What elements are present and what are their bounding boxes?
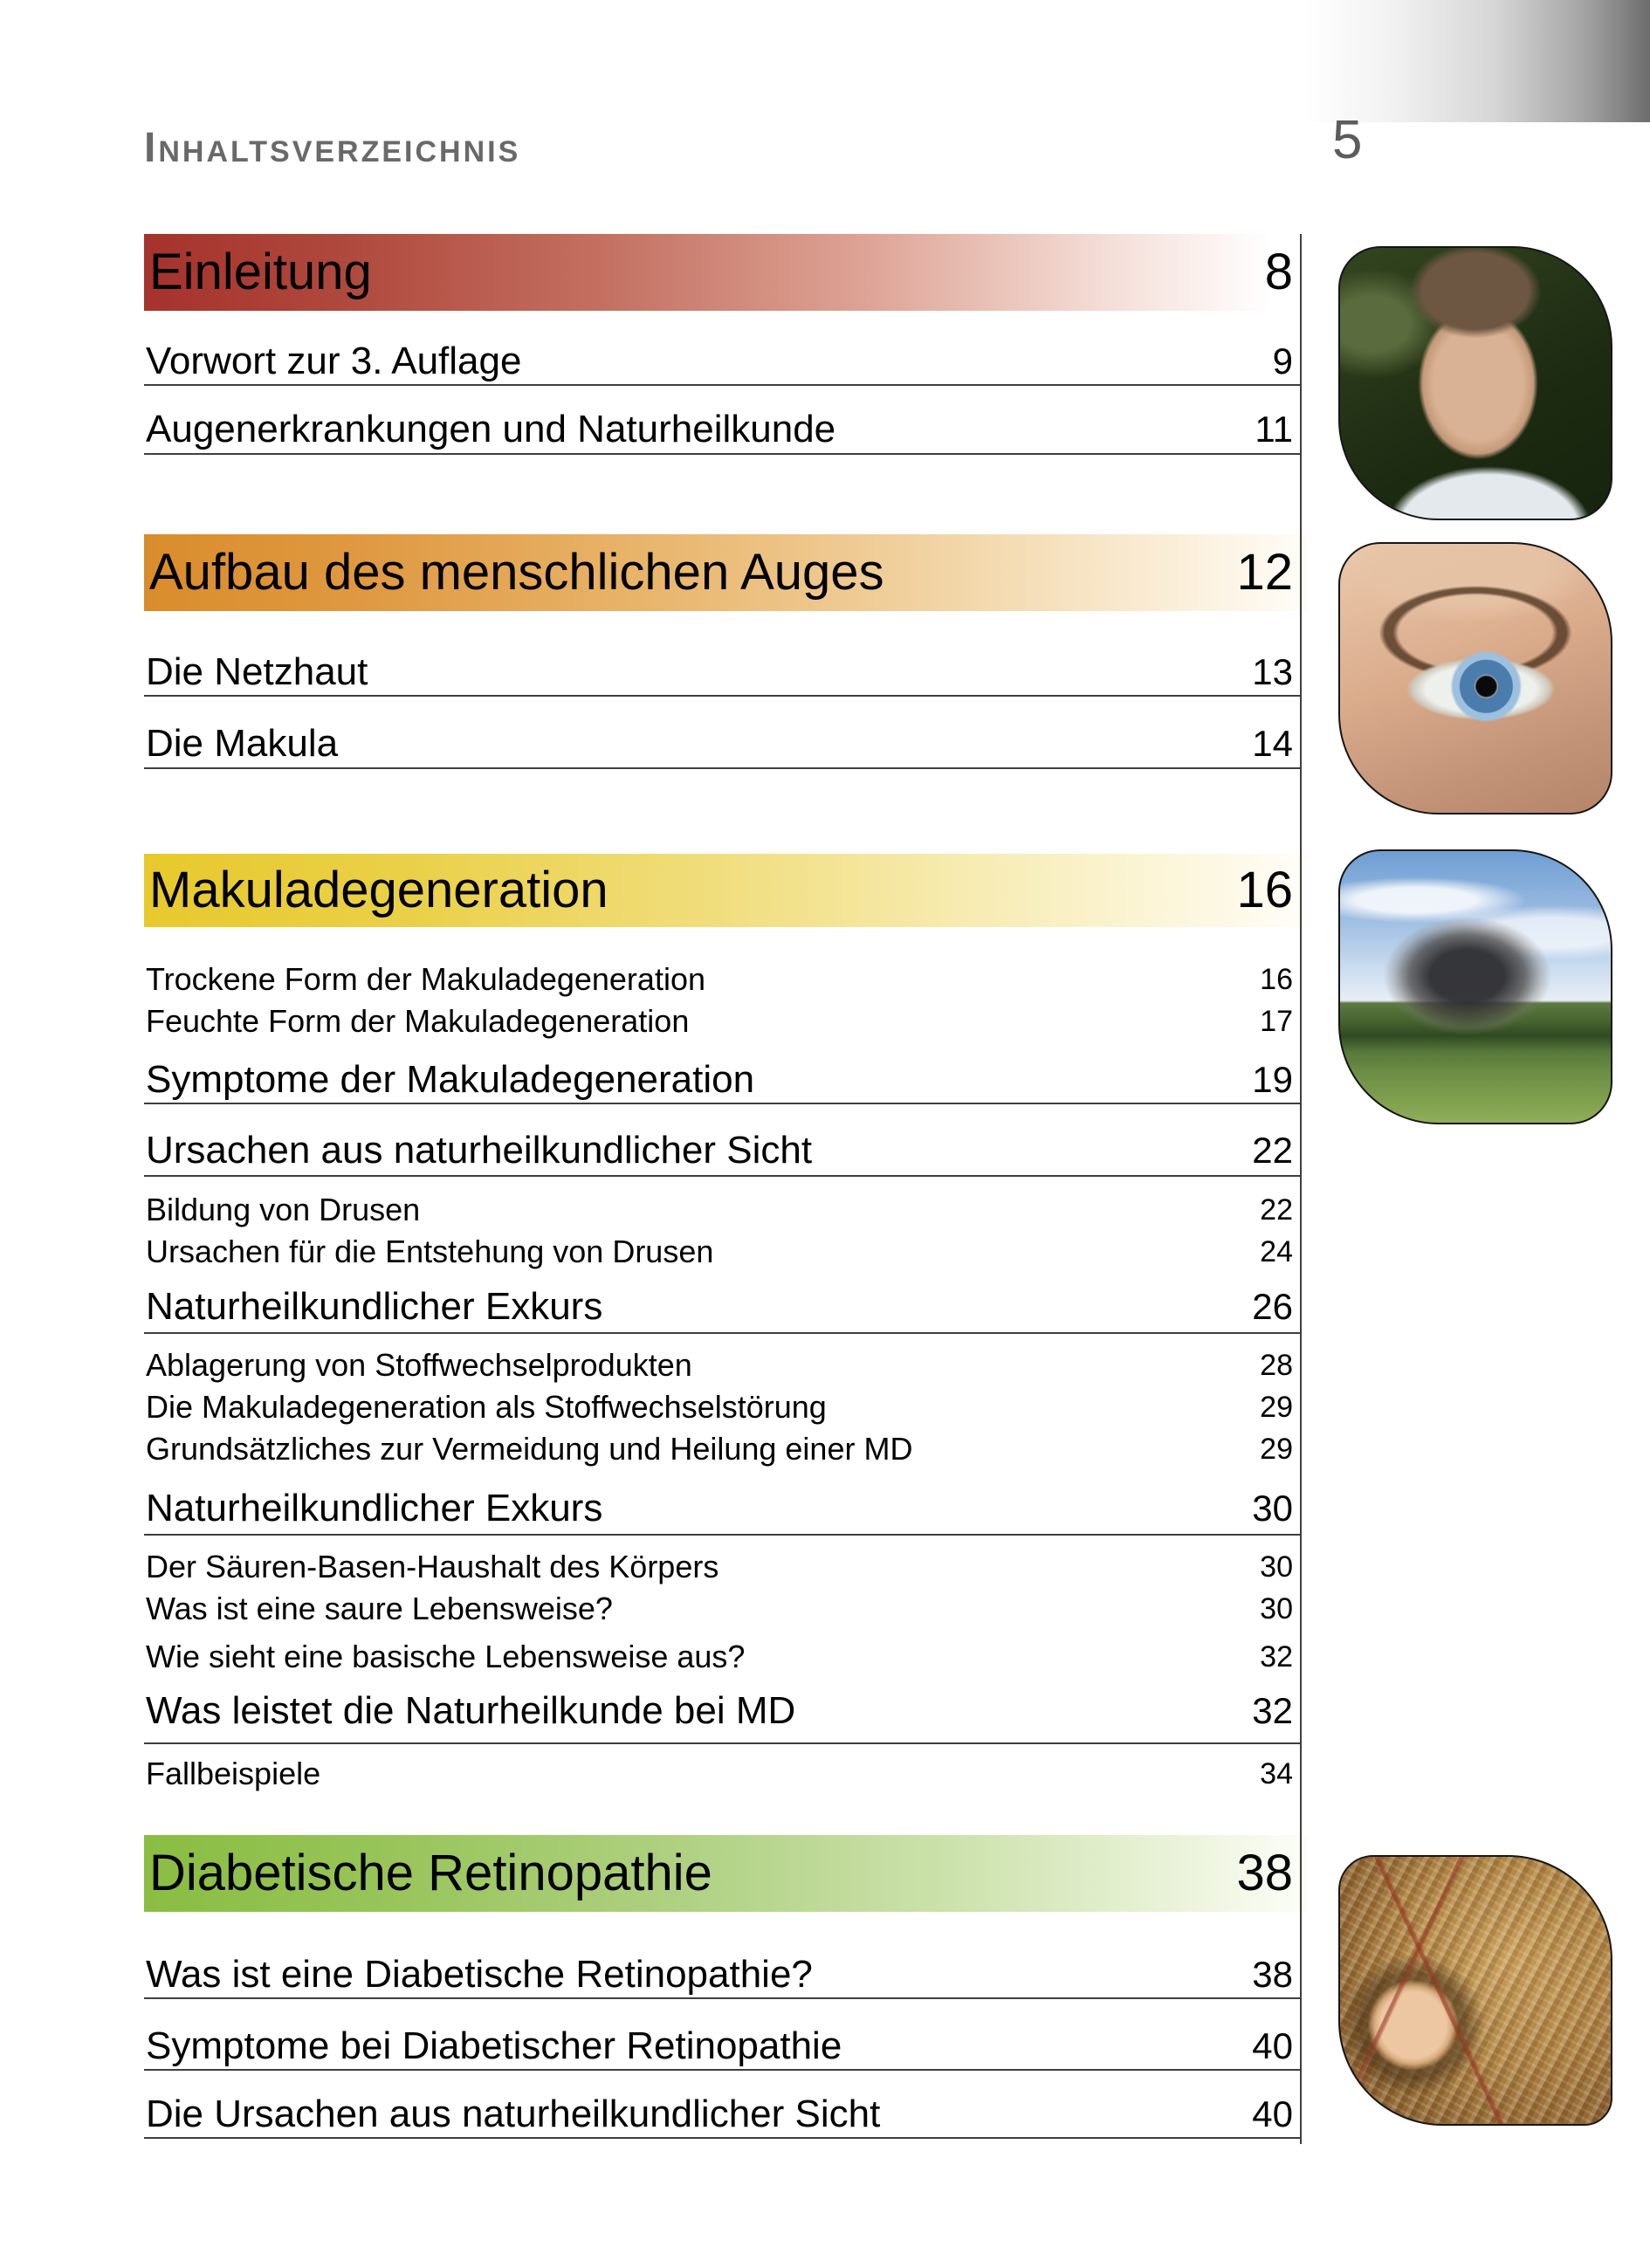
- toc-entry: [144, 1130, 1307, 1172]
- vertical-separator-line: [1300, 234, 1302, 2144]
- toc-entry-label: Symptome der Makuladegeneration: [146, 1058, 755, 1101]
- toc-entry: [144, 962, 1307, 997]
- toc-entry-label: Die Makula: [146, 722, 339, 765]
- rule-divider: [144, 1997, 1301, 1999]
- toc-entry-page: 32: [1260, 1640, 1293, 1674]
- toc-entry-page: 29: [1260, 1391, 1293, 1424]
- toc-entry: [144, 1550, 1307, 1584]
- rule-divider: [144, 1332, 1301, 1334]
- toc-entry: [144, 1591, 1307, 1626]
- toc-entry-page: 26: [1252, 1286, 1293, 1327]
- toc-entry-label: Wie sieht eine basische Lebensweise aus?: [146, 1639, 746, 1674]
- toc-entry: [144, 1234, 1307, 1269]
- section-title: Aufbau des menschlichen Auges: [149, 544, 884, 601]
- photo-author-portrait: [1338, 246, 1612, 520]
- section-bar-makuladegeneration: [144, 854, 1307, 927]
- toc-entry: [144, 1756, 1307, 1791]
- photo-landscape-scotoma: [1338, 849, 1612, 1124]
- rule-divider: [144, 1742, 1301, 1744]
- section-bar-aufbau-des-menschlichen-auges: [144, 534, 1307, 611]
- toc-entry: [144, 1059, 1307, 1101]
- toc-entry: [144, 2093, 1307, 2135]
- toc-entry-label: Vorwort zur 3. Auflage: [146, 340, 522, 382]
- rule-divider: [144, 1103, 1301, 1104]
- rule-divider: [144, 695, 1301, 697]
- toc-entry-page: 34: [1260, 1757, 1293, 1790]
- toc-entry-label: Ursachen aus naturheilkundlicher Sicht: [146, 1129, 813, 1172]
- toc-entry-label: Grundsätzliches zur Vermeidung und Heilung einer MD: [146, 1431, 913, 1467]
- section-page-number: 16: [1236, 862, 1293, 918]
- corner-gradient-bar: [1303, 0, 1650, 122]
- rule-divider: [144, 767, 1301, 769]
- section-bar-einleitung: [144, 234, 1307, 311]
- page-title: Inhaltsverzeichnis: [144, 125, 521, 171]
- toc-entry-page: 17: [1260, 1005, 1293, 1038]
- rule-divider: [144, 1175, 1301, 1177]
- toc-entry-page: 40: [1252, 2025, 1293, 2066]
- toc-entry-page: 29: [1260, 1433, 1293, 1466]
- toc-entry-label: Ursachen für die Entstehung von Drusen: [146, 1234, 714, 1269]
- toc-entry: [144, 1432, 1307, 1467]
- toc-entry: [144, 1004, 1307, 1039]
- toc-entry: [144, 1390, 1307, 1425]
- section-bar-diabetische-retinopathie: [144, 1835, 1307, 1912]
- rule-divider: [144, 2069, 1301, 2071]
- section-title: Einleitung: [149, 244, 372, 300]
- toc-entry-label: Symptome bei Diabetischer Retinopathie: [146, 2024, 842, 2067]
- toc-entry-label: Die Ursachen aus naturheilkundlicher Sicht: [146, 2093, 881, 2135]
- toc-entry: [144, 340, 1307, 382]
- rule-divider: [144, 384, 1301, 386]
- toc-entry: [144, 2025, 1307, 2067]
- toc-entry-page: 30: [1252, 1488, 1293, 1529]
- rule-divider: [144, 1534, 1301, 1536]
- toc-entry: [144, 723, 1307, 765]
- toc-entry-label: Die Makuladegeneration als Stoffwechselstörung: [146, 1389, 827, 1425]
- toc-entry-label: Trockene Form der Makuladegeneration: [146, 961, 705, 997]
- toc-entry: [144, 1286, 1307, 1328]
- toc-entry-label: Die Netzhaut: [146, 650, 368, 693]
- toc-entry-page: 22: [1252, 1130, 1293, 1171]
- toc-entry-label: Fallbeispiele: [146, 1756, 321, 1791]
- toc-entry-page: 16: [1260, 963, 1293, 996]
- toc-entry-label: Ablagerung von Stoffwechselprodukten: [146, 1347, 692, 1383]
- page-number: 5: [1332, 110, 1363, 170]
- toc-entry-label: Naturheilkundlicher Exkurs: [146, 1285, 603, 1328]
- toc-entry-page: 28: [1260, 1349, 1293, 1382]
- photo-eye-closeup: [1338, 542, 1612, 814]
- rule-divider: [144, 453, 1301, 455]
- toc-entry-label: Bildung von Drusen: [146, 1192, 421, 1227]
- toc-column: [144, 0, 1307, 2268]
- toc-entry-page: 30: [1260, 1592, 1293, 1625]
- toc-entry-label: Der Säuren-Basen-Haushalt des Körpers: [146, 1549, 719, 1584]
- toc-entry: [144, 1639, 1307, 1674]
- photo-retina-fundus: [1338, 1855, 1612, 2126]
- toc-entry-page: 13: [1252, 651, 1293, 692]
- toc-entry-page: 22: [1260, 1193, 1293, 1227]
- rule-divider: [144, 2137, 1301, 2139]
- toc-entry-page: 9: [1272, 340, 1293, 381]
- section-page-number: 8: [1264, 244, 1293, 300]
- toc-entry-page: 38: [1252, 1954, 1293, 1995]
- toc-entry: [144, 1348, 1307, 1383]
- toc-entry-page: 19: [1252, 1059, 1293, 1100]
- toc-entry: [144, 409, 1307, 450]
- toc-entry-page: 14: [1252, 723, 1293, 764]
- toc-entry: [144, 651, 1307, 693]
- section-page-number: 38: [1236, 1845, 1293, 1901]
- toc-entry-label: Augenerkrankungen und Naturheilkunde: [146, 408, 836, 450]
- toc-entry: [144, 1690, 1307, 1732]
- toc-entry: [144, 1488, 1307, 1529]
- toc-entry-page: 11: [1255, 409, 1293, 450]
- toc-entry-label: Feuchte Form der Makuladegeneration: [146, 1003, 690, 1039]
- toc-entry-page: 40: [1252, 2093, 1293, 2134]
- toc-entry: [144, 1954, 1307, 1996]
- toc-entry-page: 24: [1260, 1235, 1293, 1268]
- section-title: Diabetische Retinopathie: [149, 1845, 712, 1901]
- toc-entry-page: 32: [1252, 1690, 1293, 1731]
- toc-entry-label: Was leistet die Naturheilkunde bei MD: [146, 1689, 796, 1732]
- toc-entry-label: Was ist eine Diabetische Retinopathie?: [146, 1953, 813, 1996]
- section-title: Makuladegeneration: [149, 862, 608, 918]
- toc-entry-label: Naturheilkundlicher Exkurs: [146, 1487, 603, 1529]
- toc-entry: [144, 1192, 1307, 1227]
- toc-entry-page: 30: [1260, 1550, 1293, 1584]
- toc-entry-label: Was ist eine saure Lebensweise?: [146, 1591, 613, 1626]
- section-page-number: 12: [1236, 544, 1293, 601]
